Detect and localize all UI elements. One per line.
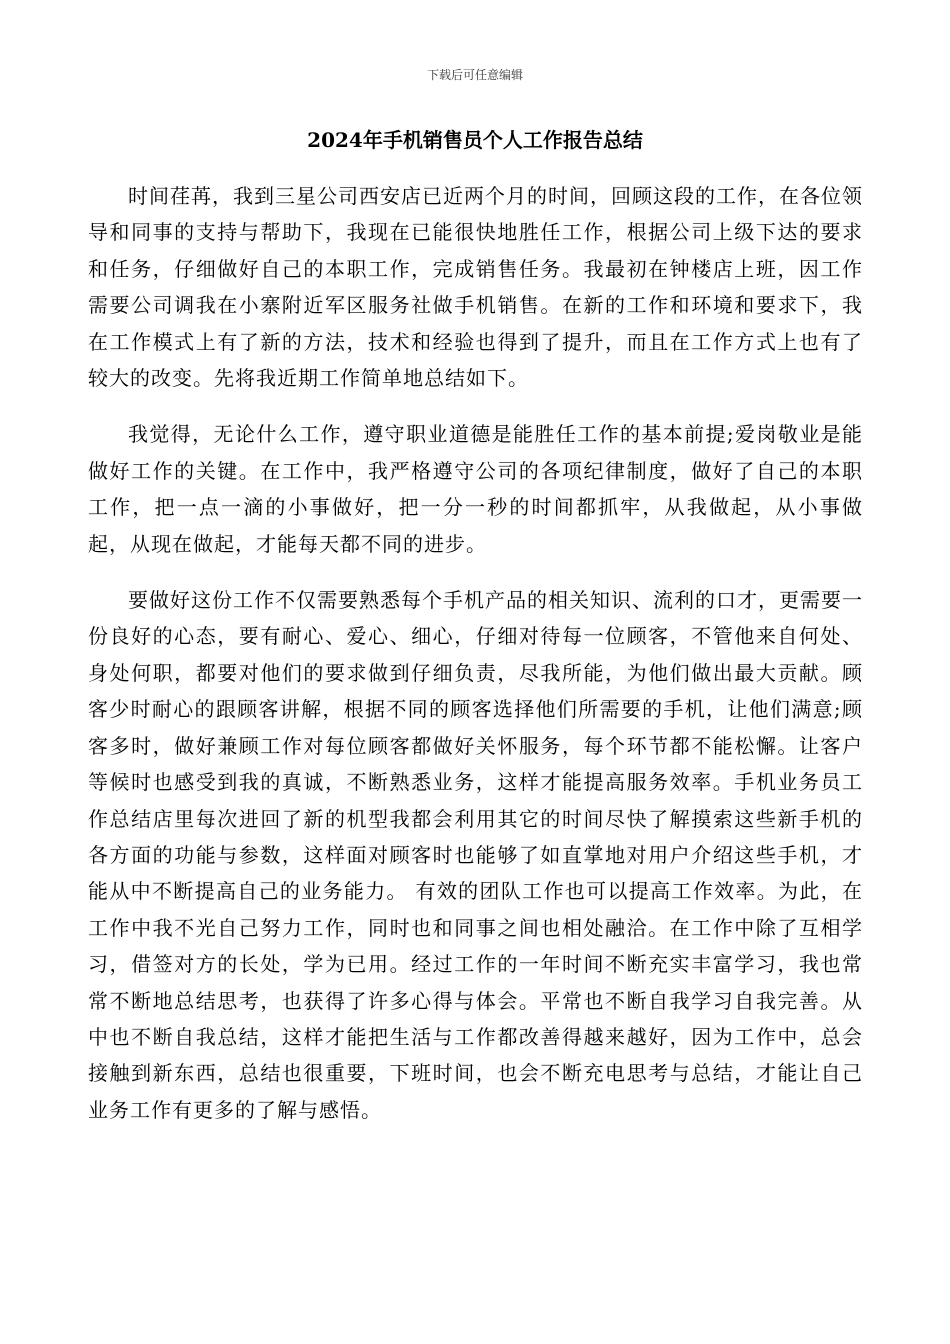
paragraph-3: 要做好这份工作不仅需要熟悉每个手机产品的相关知识、流利的口才，更需要一份良好的心态，要有耐心、爱心、细心，仔细对待每一位顾客，不管他来自何处、身处何职，都要对他们的要求做到仔细负责，尽我所能，为他们做出最大贡献。顾客少时耐心的跟顾客讲解，根据不同的顾客选择他们所需要的手机，让他们满意;顾客多时，做好兼顾工作对每位顾客都做好关怀服务，每个环节都不能松懈。让客户等候时也感受到我的真诚，不断熟悉业务，这样才能提高服务效率。手机业务员工作总结店里每次进回了新的机型我都会利用其它的时间尽快了解摸索这些新手机的各方面的功能与参数，这样面对顾客时也能够了如直掌地对用户介绍这些手机，才能从中不断提高自己的业务能力。 有效的团队工作也可以提高工作效率。为此，在工作中我不光自己努力工作，同时也和同事之间也相处融洽。在工作中除了互相学习，借签对方的长处，学为已用。经过工作的一年时间不断充实丰富学习，我也常常不断地总结思考，也获得了许多心得与体会。平常也不断自我学习自我完善。从中也不断自我总结，这样才能把生活与工作都改善得越来越好，因为工作中，总会接触到新东西，总结也很重要，下班时间，也会不断充电思考与总结，才能让自己业务工作有更多的了解与感悟。 <box>88 588 863 1122</box>
document-title: 2024年手机销售员个人工作报告总结 <box>307 128 643 152</box>
paragraph-1: 时间荏苒，我到三星公司西安店已近两个月的时间，回顾这段的工作，在各位领导和同事的支持与帮助下，我现在已能很快地胜任工作，根据公司上级下达的要求和任务，仔细做好自己的本职工作，完成销售任务。我最初在钟楼店上班，因工作需要公司调我在小寨附近军区服务社做手机销售。在新的工作和环境和要求下，我在工作模式上有了新的方法，技术和经验也得到了提升，而且在工作方式上也有了较大的改变。先将我近期工作简单地总结如下。 <box>88 184 863 391</box>
header-note: 下载后可任意编辑 <box>426 68 523 82</box>
paragraph-2: 我觉得，无论什么工作，遵守职业道德是能胜任工作的基本前提;爱岗敬业是能做好工作的关键。在工作中，我严格遵守公司的各项纪律制度，做好了自己的本职工作，把一点一滴的小事做好，把一分一秒的时间都抓牢，从我做起，从小事做起，从现在做起，才能每天都不同的进步。 <box>88 422 863 556</box>
document-body <box>88 178 863 1148</box>
